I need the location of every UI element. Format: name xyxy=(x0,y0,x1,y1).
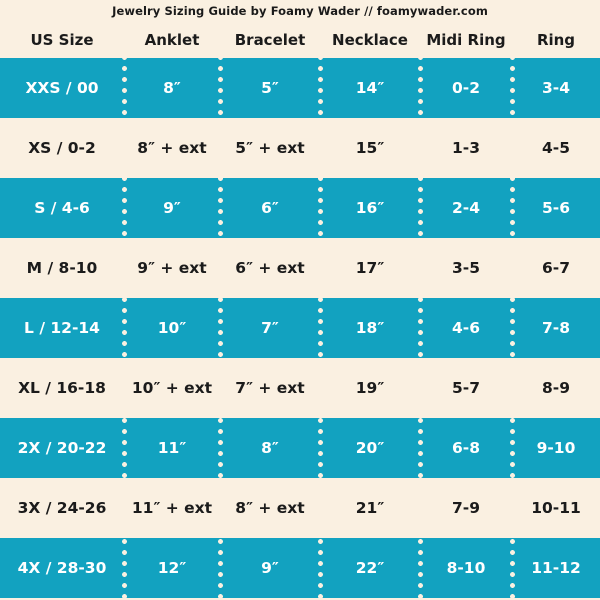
cell-midi-ring: 7-9 xyxy=(420,478,512,538)
cell-necklace: 21″ xyxy=(320,478,420,538)
cell-necklace: 14″ xyxy=(320,58,420,118)
cell-us-size: 3X / 24-26 xyxy=(0,478,124,538)
cell-midi-ring: 4-6 xyxy=(420,298,512,358)
cell-ring: 3-4 xyxy=(512,58,600,118)
cell-midi-ring: 5-7 xyxy=(420,358,512,418)
cell-bracelet: 5″ + ext xyxy=(220,118,320,178)
cell-ring: 10-11 xyxy=(512,478,600,538)
table-row xyxy=(0,358,600,418)
cell-bracelet: 5″ xyxy=(220,58,320,118)
cell-anklet: 8″ xyxy=(124,58,220,118)
cell-bracelet: 6″ xyxy=(220,178,320,238)
column-header-necklace: Necklace xyxy=(332,31,408,49)
cell-us-size: 2X / 20-22 xyxy=(0,418,124,478)
cell-us-size: XL / 16-18 xyxy=(0,358,124,418)
cell-anklet: 12″ xyxy=(124,538,220,598)
cell-anklet: 10″ xyxy=(124,298,220,358)
cell-necklace: 18″ xyxy=(320,298,420,358)
cell-midi-ring: 0-2 xyxy=(420,58,512,118)
cell-midi-ring: 3-5 xyxy=(420,238,512,298)
cell-necklace: 20″ xyxy=(320,418,420,478)
table-row xyxy=(0,118,600,178)
sizing-table xyxy=(0,22,600,598)
cell-bracelet: 7″ xyxy=(220,298,320,358)
cell-necklace: 17″ xyxy=(320,238,420,298)
column-header-bracelet: Bracelet xyxy=(234,31,306,49)
cell-us-size: S / 4-6 xyxy=(0,178,124,238)
table-row xyxy=(0,178,600,238)
column-header-midi-ring: Midi Ring xyxy=(426,31,506,49)
cell-ring: 11-12 xyxy=(512,538,600,598)
cell-us-size: M / 8-10 xyxy=(0,238,124,298)
table-row xyxy=(0,538,600,598)
cell-ring: 6-7 xyxy=(512,238,600,298)
cell-anklet: 10″ + ext xyxy=(124,358,220,418)
table-header-row xyxy=(0,22,600,58)
cell-necklace: 15″ xyxy=(320,118,420,178)
cell-necklace: 22″ xyxy=(320,538,420,598)
cell-necklace: 16″ xyxy=(320,178,420,238)
column-header-us-size: US Size xyxy=(30,31,94,49)
cell-us-size: XS / 0-2 xyxy=(0,118,124,178)
cell-anklet: 11″ xyxy=(124,418,220,478)
table-row xyxy=(0,418,600,478)
cell-bracelet: 8″ xyxy=(220,418,320,478)
cell-anklet: 8″ + ext xyxy=(124,118,220,178)
cell-midi-ring: 2-4 xyxy=(420,178,512,238)
cell-anklet: 9″ + ext xyxy=(124,238,220,298)
table-row xyxy=(0,238,600,298)
cell-bracelet: 8″ + ext xyxy=(220,478,320,538)
cell-necklace: 19″ xyxy=(320,358,420,418)
cell-ring: 9-10 xyxy=(512,418,600,478)
column-header-anklet: Anklet xyxy=(144,31,200,49)
cell-us-size: 4X / 28-30 xyxy=(0,538,124,598)
cell-ring: 4-5 xyxy=(512,118,600,178)
table-row xyxy=(0,478,600,538)
table-row xyxy=(0,298,600,358)
cell-ring: 7-8 xyxy=(512,298,600,358)
cell-us-size: L / 12-14 xyxy=(0,298,124,358)
cell-midi-ring: 6-8 xyxy=(420,418,512,478)
cell-ring: 8-9 xyxy=(512,358,600,418)
cell-midi-ring: 8-10 xyxy=(420,538,512,598)
cell-midi-ring: 1-3 xyxy=(420,118,512,178)
table-row xyxy=(0,58,600,118)
cell-anklet: 9″ xyxy=(124,178,220,238)
cell-bracelet: 6″ + ext xyxy=(220,238,320,298)
cell-us-size: XXS / 00 xyxy=(0,58,124,118)
cell-ring: 5-6 xyxy=(512,178,600,238)
column-header-ring: Ring xyxy=(536,31,576,49)
cell-bracelet: 7″ + ext xyxy=(220,358,320,418)
page-title: Jewelry Sizing Guide by Foamy Wader // foamywader.com xyxy=(112,4,488,18)
cell-bracelet: 9″ xyxy=(220,538,320,598)
cell-anklet: 11″ + ext xyxy=(124,478,220,538)
